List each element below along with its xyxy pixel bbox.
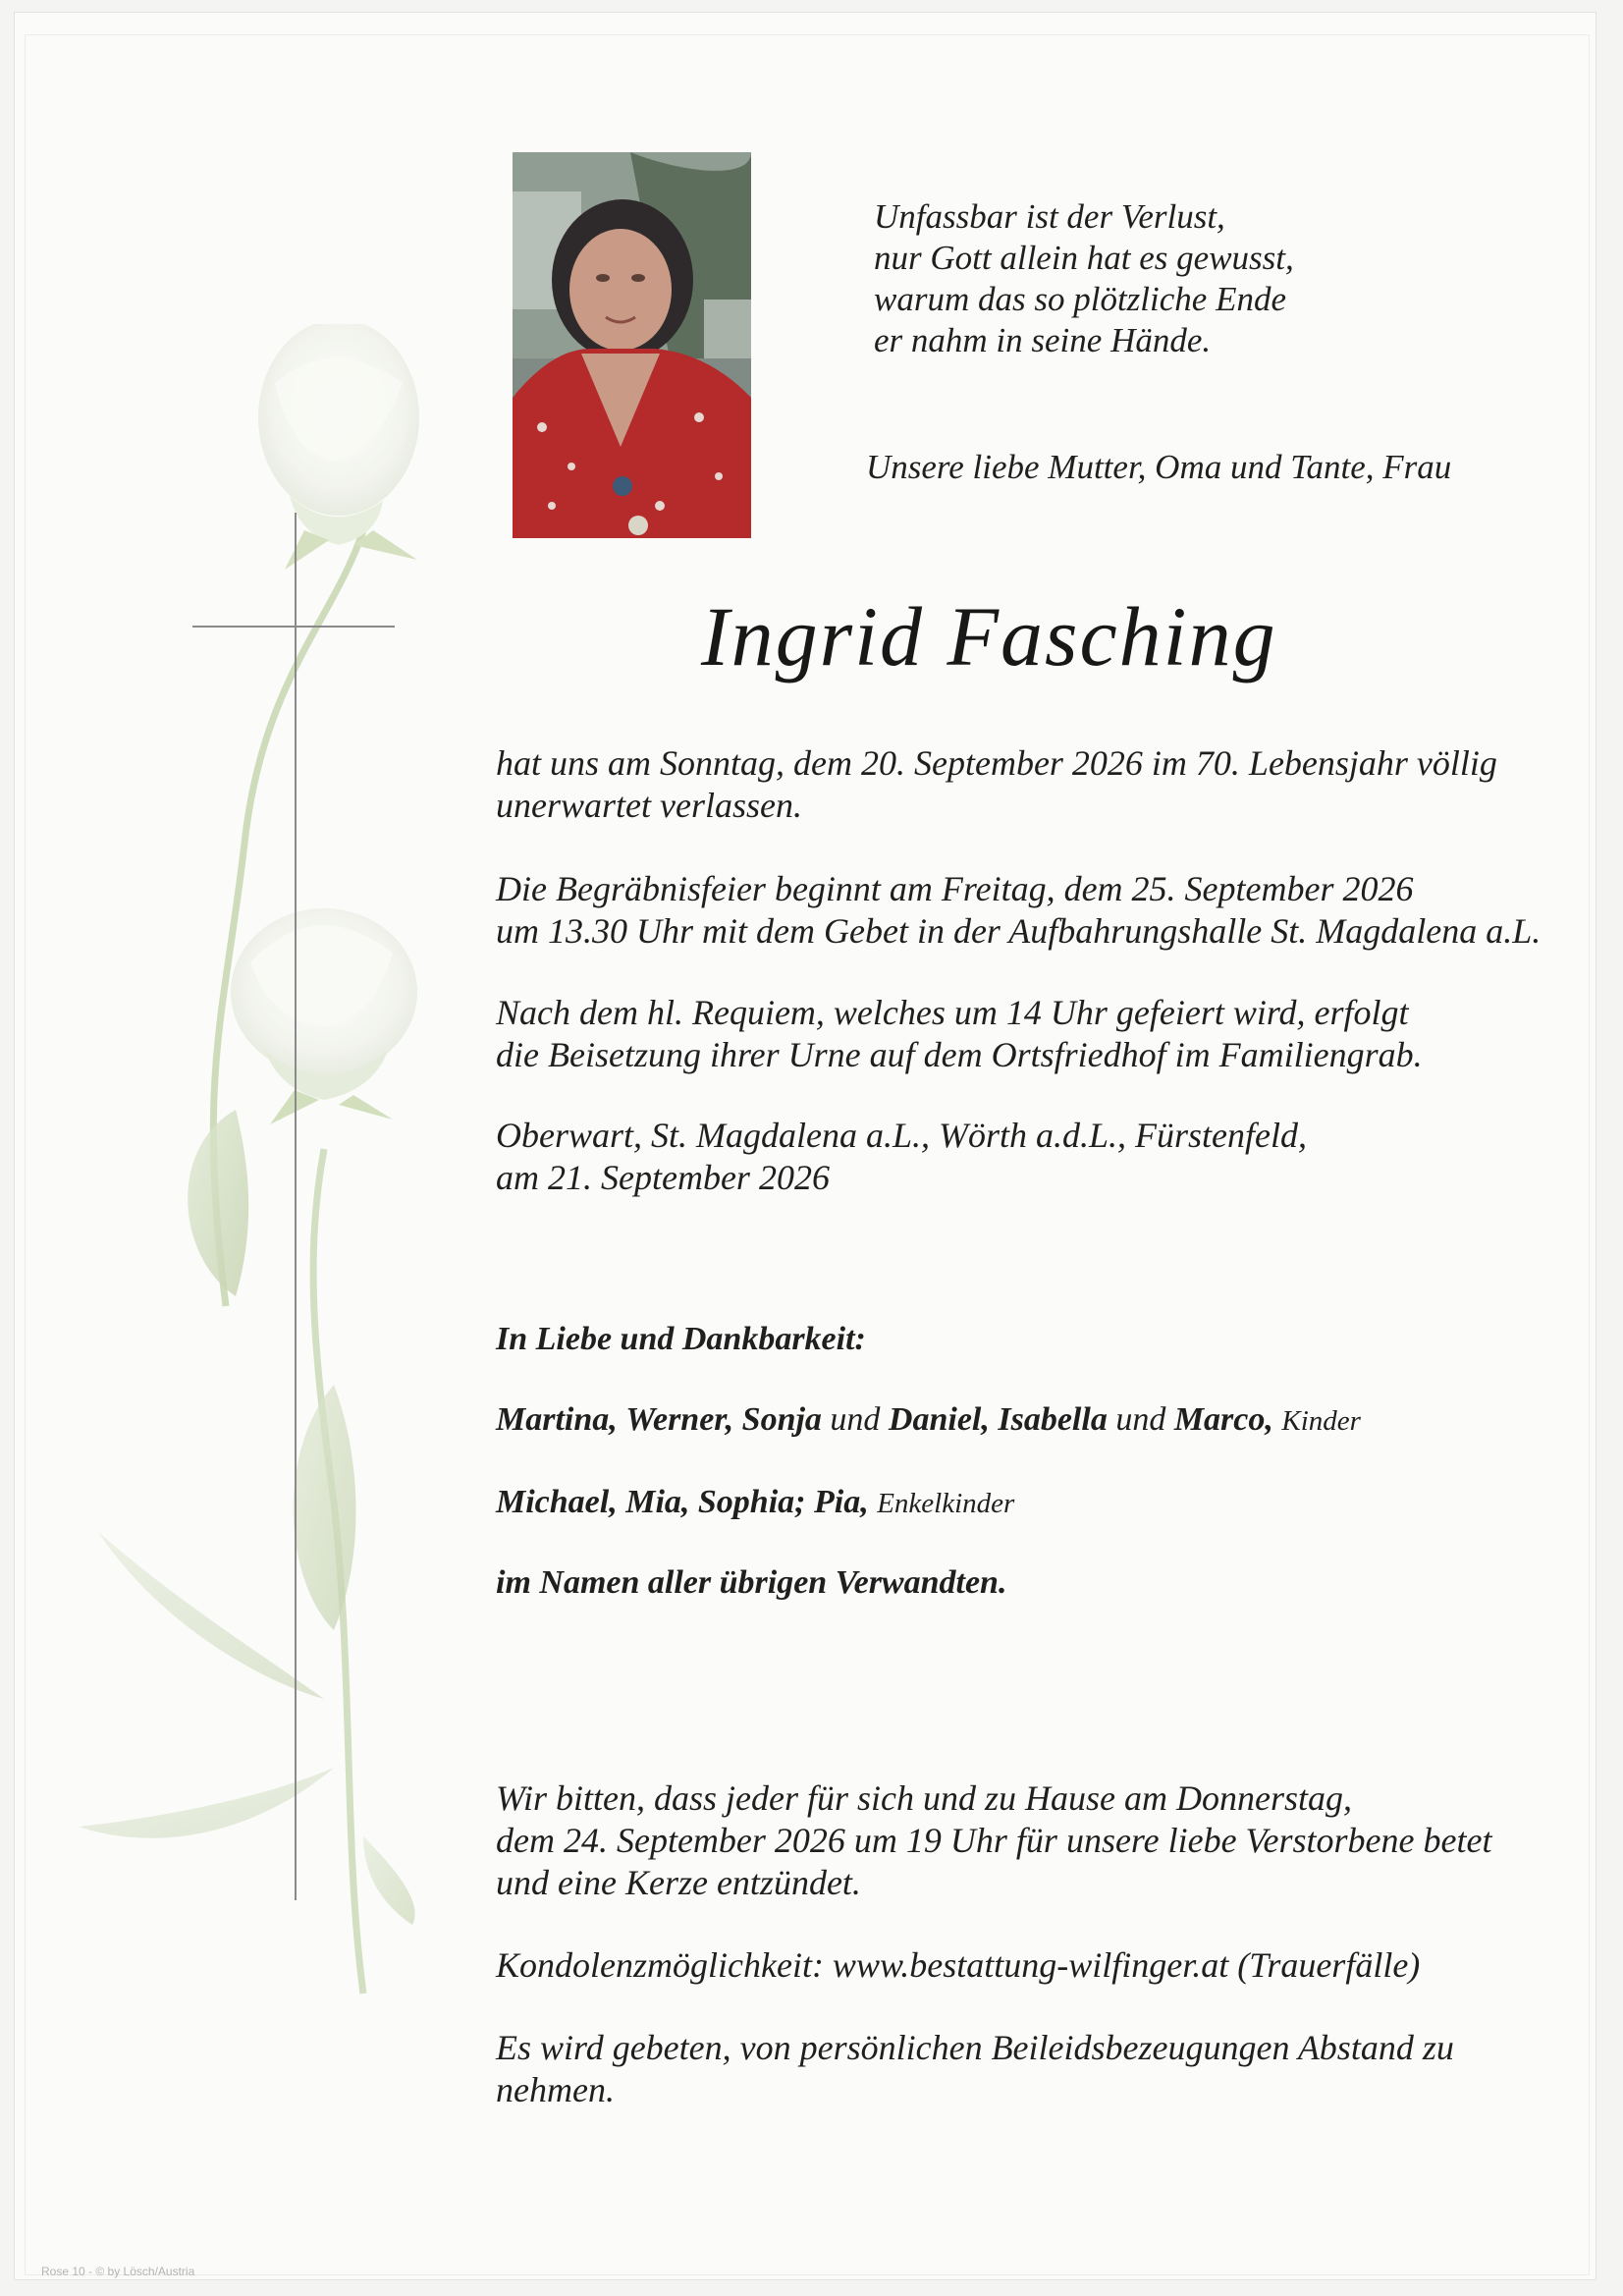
intro-line: Unsere liebe Mutter, Oma und Tante, Frau bbox=[866, 448, 1452, 486]
conjunction: und bbox=[1115, 1401, 1166, 1438]
child-name: Martina, bbox=[496, 1401, 618, 1438]
footer-credit: Rose 10 - © by Lösch/Austria bbox=[41, 2265, 195, 2278]
mourners-heading: In Liebe und Dankbarkeit: bbox=[496, 1321, 866, 1357]
deceased-name: Ingrid Fasching bbox=[701, 589, 1277, 683]
leaf bbox=[98, 1532, 324, 1699]
children-line bbox=[496, 1398, 1361, 1443]
poem-line: er nahm in seine Hände. bbox=[874, 321, 1212, 359]
child-name: Isabella bbox=[998, 1401, 1108, 1438]
relation-label: Kinder bbox=[1281, 1405, 1361, 1437]
leaf bbox=[294, 1385, 356, 1630]
text-line: Nach dem hl. Requiem, welches um 14 Uhr gefeiert wird, erfolgt bbox=[496, 993, 1409, 1032]
grandchildren-names: Michael, Mia, Sophia; Pia, bbox=[496, 1484, 869, 1520]
upper-rose bbox=[258, 324, 419, 570]
text-line: Die Begräbnisfeier beginnt am Freitag, dem 25. September 2026 bbox=[496, 869, 1414, 908]
leaf bbox=[188, 1110, 248, 1296]
poem-line: warum das so plötzliche Ende bbox=[874, 280, 1286, 318]
poem-line: nur Gott allein hat es gewusst, bbox=[874, 239, 1294, 277]
lower-rose bbox=[231, 908, 417, 1124]
relation-label: Enkelkinder bbox=[877, 1488, 1015, 1519]
condolence-info: Kondolenzmöglichkeit: www.bestattung-wilfinger.at (Trauerfälle) bbox=[496, 1945, 1421, 1985]
text-line: und eine Kerze entzündet. bbox=[496, 1863, 861, 1902]
leaf bbox=[363, 1836, 415, 1925]
text-line: die Beisetzung ihrer Urne auf dem Ortsfriedhof im Familiengrab. bbox=[496, 1035, 1423, 1074]
place-date bbox=[496, 1115, 1307, 1199]
text-line: nehmen. bbox=[496, 2070, 615, 2109]
leaf bbox=[79, 1768, 334, 1838]
child-name: Werner, bbox=[625, 1401, 734, 1438]
grandchildren-line bbox=[496, 1481, 1014, 1525]
child-name: Daniel, bbox=[888, 1401, 990, 1438]
conjunction: und bbox=[830, 1401, 881, 1438]
condolence-request bbox=[496, 2027, 1454, 2111]
child-name: Sonja bbox=[741, 1401, 822, 1438]
relatives-line: im Namen aller übrigen Verwandten. bbox=[496, 1564, 1007, 1601]
text-line: am 21. September 2026 bbox=[496, 1158, 830, 1197]
text-line: Es wird gebeten, von persönlichen Beileidsbezeugungen Abstand zu bbox=[496, 2028, 1454, 2067]
death-notice bbox=[496, 742, 1497, 827]
portrait-photo bbox=[513, 152, 751, 538]
text-line: Wir bitten, dass jeder für sich und zu Hause am Donnerstag, bbox=[496, 1778, 1352, 1818]
child-name: Marco, bbox=[1173, 1401, 1273, 1438]
text-line: Oberwart, St. Magdalena a.L., Wörth a.d.L., Fürstenfeld, bbox=[496, 1116, 1307, 1155]
prayer-request bbox=[496, 1777, 1491, 1904]
text-line: dem 24. September 2026 um 19 Uhr für unsere liebe Verstorbene betet bbox=[496, 1821, 1492, 1860]
funeral-notice bbox=[496, 868, 1541, 953]
text-line: um 13.30 Uhr mit dem Gebet in der Aufbahrungshalle St. Magdalena a.L. bbox=[496, 911, 1542, 951]
text-line: hat uns am Sonntag, dem 20. September 2026 im 70. Lebensjahr völlig bbox=[496, 743, 1497, 783]
poem-line: Unfassbar ist der Verlust, bbox=[874, 197, 1225, 236]
memorial-poem bbox=[874, 196, 1294, 361]
text-line: unerwartet verlassen. bbox=[496, 786, 802, 825]
white-rose-artwork bbox=[39, 324, 491, 2052]
burial-notice bbox=[496, 992, 1423, 1076]
